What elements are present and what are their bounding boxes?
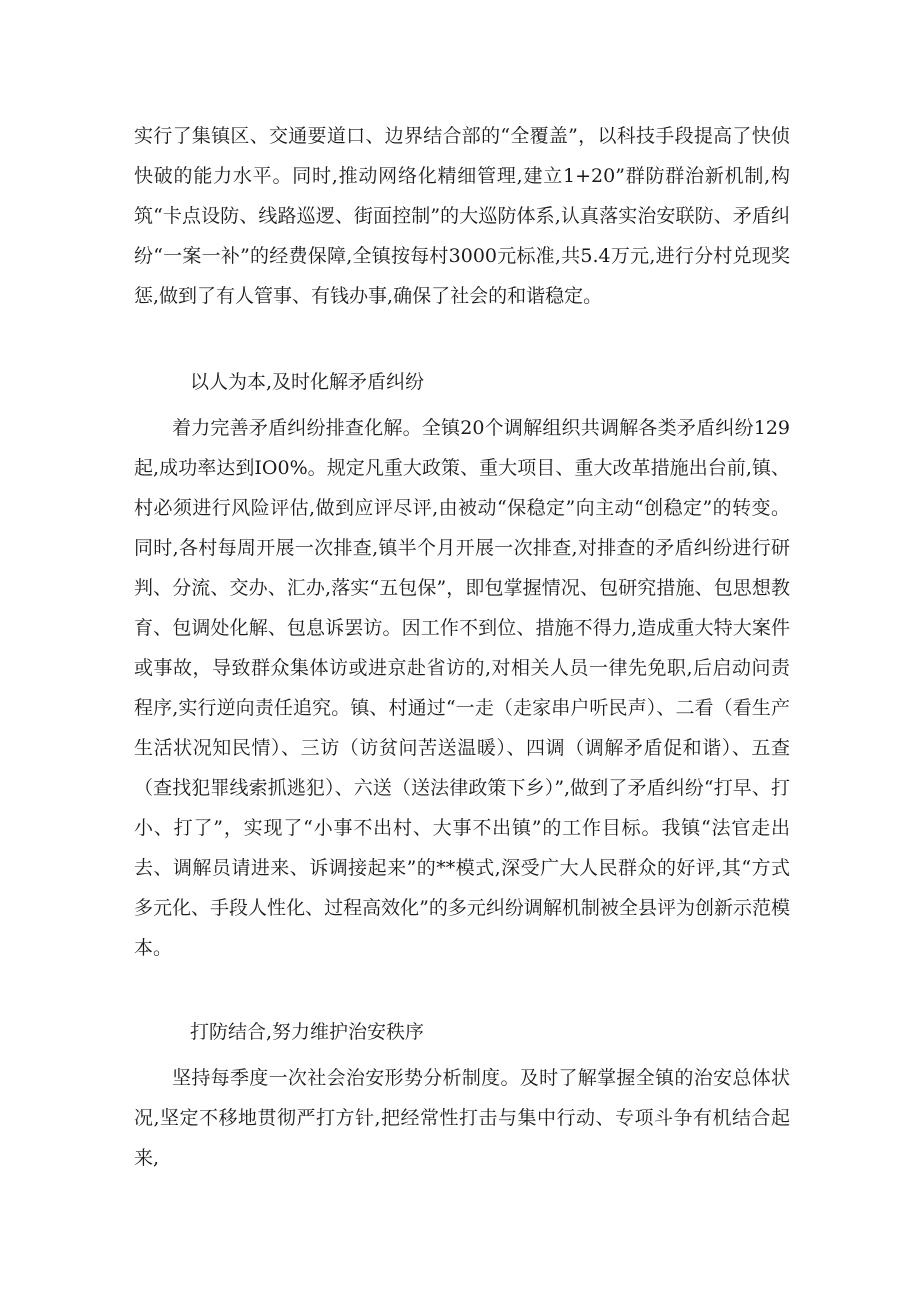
body-paragraph: 坚持每季度一次社会治安形势分析制度。及时了解掌握全镇的治安总体状况,坚定不移地贯彻严打方针,把经常性打击与集中行动、专项斗争有机结合起来, [134,1067,790,1169]
section-heading: 以人为本,及时化解矛盾纠纷 [190,371,425,393]
body-paragraph: 着力完善矛盾纠纷排查化解。全镇20个调解组织共调解各类矛盾纠纷129起,成功率达到IO0%。规定凡重大政策、重大项目、重大改革措施出台前,镇、村必须进行风险评估,做到应评尽评,由被动“保稳定”向主动“创稳定”的转变。同时,各村每周开展一次排查,镇半个月开展一次排查,对排查的矛盾纠纷进行研判、分流、交办、汇办,落实“五包保”，即包掌握情况、包研究措施、包思想教育、包调处化解、包息诉罢访。因工作不到位、措施不得力,造成重大特大案件或事故，导致群众集体访或进京赴省访的,对相关人员一律先免职,后启动问责程序,实行逆向责任追究。镇、村通过“一走（走家串户听民声）、二看（看生产生活状况知民情）、三访（访贫问苦送温暖）、四调（调解矛盾促和谐）、五查（查找犯罪线索抓逃犯）、六送（送法律政策下乡）”,做到了矛盾纠纷“打早、打小、打了”，实现了“小事不出村、大事不出镇”的工作目标。我镇“法官走出去、调解员请进来、诉调接起来”的**模式,深受广大人民群众的好评,其“方式多元化、手段人性化、过程高效化”的多元纠纷调解机制被全县评为创新示范模本。 [134,417,790,959]
body-paragraph: 实行了集镇区、交通要道口、边界结合部的“全覆盖”，以科技手段提高了快侦快破的能力水平。同时,推动网络化精细管理,建立1+20”群防群治新机制,构筑“卡点设防、线路巡逻、街面控制”的大巡防体系,认真落实治安联防、矛盾纠纷“一案一补”的经费保障,全镇按每村3000元标准,共5.4万元,进行分村兑现奖惩,做到了有人管事、有钱办事,确保了社会的和谐稳定。 [134,125,790,307]
section-heading: 打防结合,努力维护治安秩序 [190,1021,425,1043]
